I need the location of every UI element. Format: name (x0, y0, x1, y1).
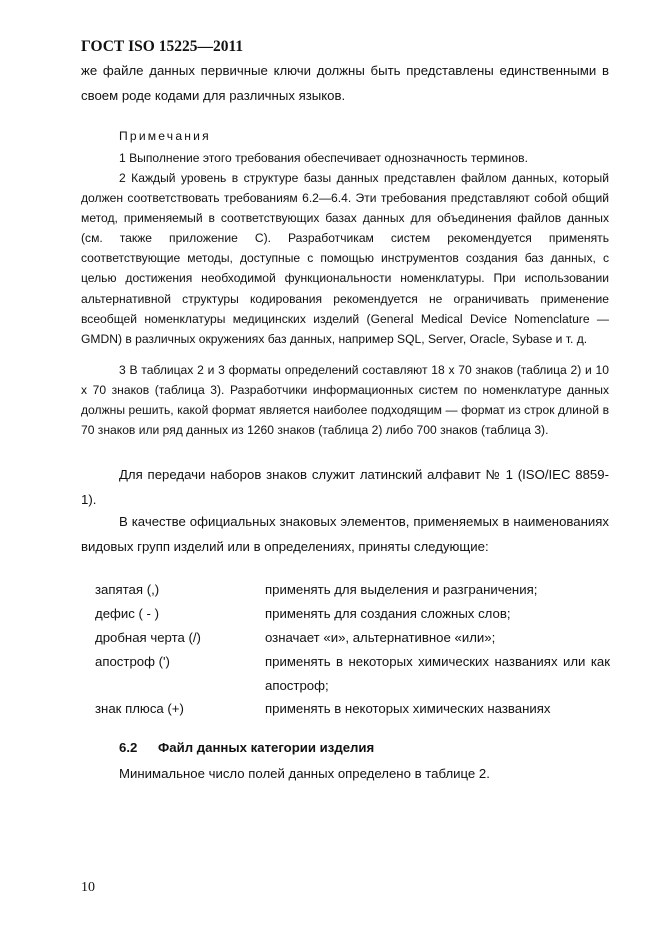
symbol-usage-hyphen: применять для создания сложных слов; (265, 606, 511, 621)
notes-heading: Примечания (119, 129, 211, 143)
symbol-name-plus: знак плюса (+) (95, 701, 184, 716)
symbol-usage-slash: означает «и», альтернативное «или»; (265, 630, 496, 645)
section-heading (119, 740, 374, 755)
section-text: Минимальное число полей данных определено в таблице 2. (119, 766, 490, 781)
section-number: 6.2 (119, 740, 138, 755)
symbol-name-comma: запятая (,) (95, 582, 160, 597)
page-number: 10 (81, 880, 95, 895)
symbol-name-apostrophe: апостроф (') (95, 654, 170, 669)
official-elements-paragraph: В качестве официальных знаковых элементов, применяемых в наименованиях видовых групп изделий или в определениях, приняты следующие: (81, 514, 609, 554)
page-header-title: ГОСТ ISO 15225—2011 (81, 38, 244, 55)
note-2: 2 Каждый уровень в структуре базы данных представлен файлом данных, который должен соответствовать требованиям 6.2—6.4. Эти требования представляют собой общий метод, применяемый в соответствующих базах данных для объединения файлов данных (см. также приложение С). Разработчикам систем рекомендуется применять соответствующие методы, доступные с помощью инструментов создания баз данных, с целью достижения необходимой функциональности номенклатуры. При использовании альтернативной структуры кодирования рекомендуется не ограничивать применение всеобщей номенклатуры медицинских изделий (General Medical Device Nomenclature — GMDN) в различных окружениях баз данных, например SQL, Server, Oracle, Sybase и т. д. (81, 171, 609, 346)
charset-paragraph: Для передачи наборов знаков служит латинский алфавит № 1 (ISO/IEC 8859-1). (81, 467, 609, 507)
symbol-name-slash: дробная черта (/) (95, 630, 201, 645)
symbol-usage-plus: применять в некоторых химических названиях (265, 701, 551, 716)
note-1: 1 Выполнение этого требования обеспечивает однозначность терминов. (119, 151, 528, 165)
symbol-usage-apostrophe: применять в некоторых химических названиях или как апостроф; (265, 654, 610, 693)
symbol-name-hyphen: дефис ( - ) (95, 606, 160, 621)
note-3: 3 В таблицах 2 и 3 форматы определений составляют 18 x 70 знаков (таблица 2) и 10 x 70 знаков (таблица 3). Разработчики информационных систем по номенклатуре данных должны решить, какой формат является наиболее подходящим — формат из строк длиной в 70 знаков или ряд данных из 1260 знаков (таблица 2) либо 700 знаков (таблица 3). (81, 363, 609, 438)
intro-paragraph: же файле данных первичные ключи должны быть представлены единственными в своем роде кодами для различных языков. (81, 63, 609, 103)
symbol-usage-comma: применять для выделения и разграничения; (265, 582, 538, 597)
section-title: Файл данных категории изделия (158, 740, 375, 755)
